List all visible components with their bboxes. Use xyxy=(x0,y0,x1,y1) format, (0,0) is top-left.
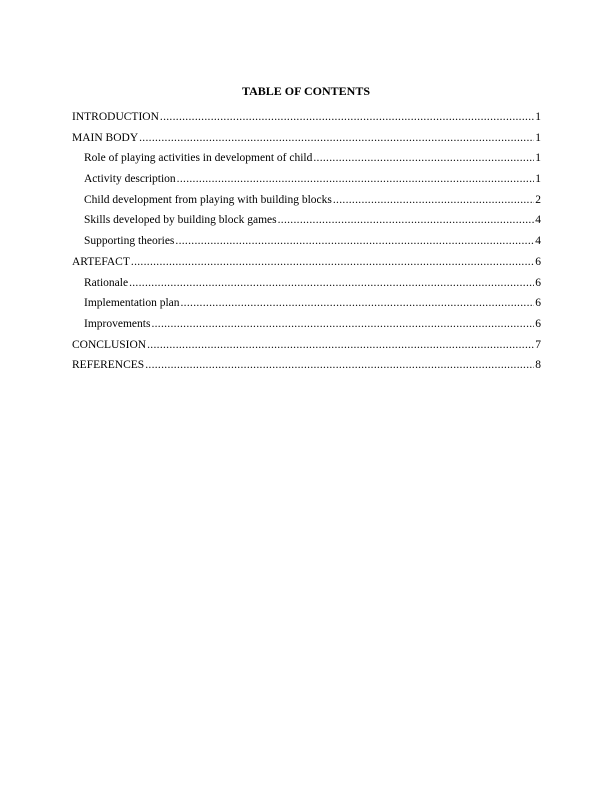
toc-dot-leader xyxy=(333,193,534,207)
toc-dot-leader xyxy=(278,213,535,227)
toc-entry-conclusion[interactable] xyxy=(72,338,541,359)
toc-dot-leader xyxy=(145,358,534,372)
toc-dot-leader xyxy=(151,317,534,331)
toc-entry-label: Skills developed by building block games xyxy=(84,214,277,227)
toc-entry-artefact[interactable] xyxy=(72,255,541,276)
toc-dot-leader xyxy=(139,131,534,145)
toc-entry-improvements[interactable] xyxy=(72,317,541,338)
toc-dot-leader xyxy=(177,172,535,186)
toc-entry-page: 6 xyxy=(535,297,541,310)
toc-entry-label: REFERENCES xyxy=(72,359,145,372)
toc-entry-page: 1 xyxy=(535,173,541,186)
toc-entry-label: CONCLUSION xyxy=(72,338,147,351)
toc-entry-supporting-theories[interactable] xyxy=(72,234,541,255)
toc-dot-leader xyxy=(131,255,534,269)
toc-entry-page: 2 xyxy=(535,193,541,206)
toc-entry-page: 1 xyxy=(535,152,541,165)
toc-entry-page: 4 xyxy=(535,235,541,248)
toc-entry-page: 6 xyxy=(535,276,541,289)
toc-entry-page: 6 xyxy=(535,255,541,268)
toc-entry-label: MAIN BODY xyxy=(72,131,139,144)
toc-entry-label: Role of playing activities in development of child xyxy=(84,152,313,165)
toc-entry-page: 6 xyxy=(535,317,541,330)
toc-entry-skills-developed[interactable] xyxy=(72,213,541,234)
toc-entry-label: Supporting theories xyxy=(84,235,175,248)
toc-entry-label: Child development from playing with building blocks xyxy=(84,193,332,206)
toc-dot-leader xyxy=(129,276,534,290)
toc-entry-page: 1 xyxy=(535,111,541,123)
toc-entry-label: Rationale xyxy=(84,276,129,289)
toc-dot-leader xyxy=(147,338,534,352)
toc-entry-label: ARTEFACT xyxy=(72,255,130,268)
toc-entry-rationale[interactable] xyxy=(72,276,541,297)
toc-title: TABLE OF CONTENTS xyxy=(241,84,371,98)
toc-entry-role-of-playing[interactable] xyxy=(72,151,541,172)
toc-list xyxy=(72,110,541,379)
toc-entry-activity-description[interactable] xyxy=(72,172,541,193)
toc-entry-page: 4 xyxy=(535,214,541,227)
toc-entry-label: Activity description xyxy=(84,173,176,186)
toc-entry-introduction[interactable] xyxy=(72,110,541,131)
toc-entry-label: Implementation plan xyxy=(84,297,180,310)
toc-entry-main-body[interactable] xyxy=(72,131,541,152)
toc-entry-page: 1 xyxy=(535,131,541,144)
toc-entry-page: 7 xyxy=(535,338,541,351)
toc-entry-references[interactable] xyxy=(72,358,541,379)
toc-entry-label: Improvements xyxy=(84,317,151,330)
toc-entry-implementation-plan[interactable] xyxy=(72,296,541,317)
toc-entry-child-development[interactable] xyxy=(72,193,541,214)
toc-dot-leader xyxy=(175,234,534,248)
toc-entry-page: 8 xyxy=(535,359,541,372)
toc-dot-leader xyxy=(181,296,535,310)
toc-entry-label: INTRODUCTION xyxy=(72,111,159,123)
toc-dot-leader xyxy=(160,110,534,124)
toc-dot-leader xyxy=(313,151,534,165)
